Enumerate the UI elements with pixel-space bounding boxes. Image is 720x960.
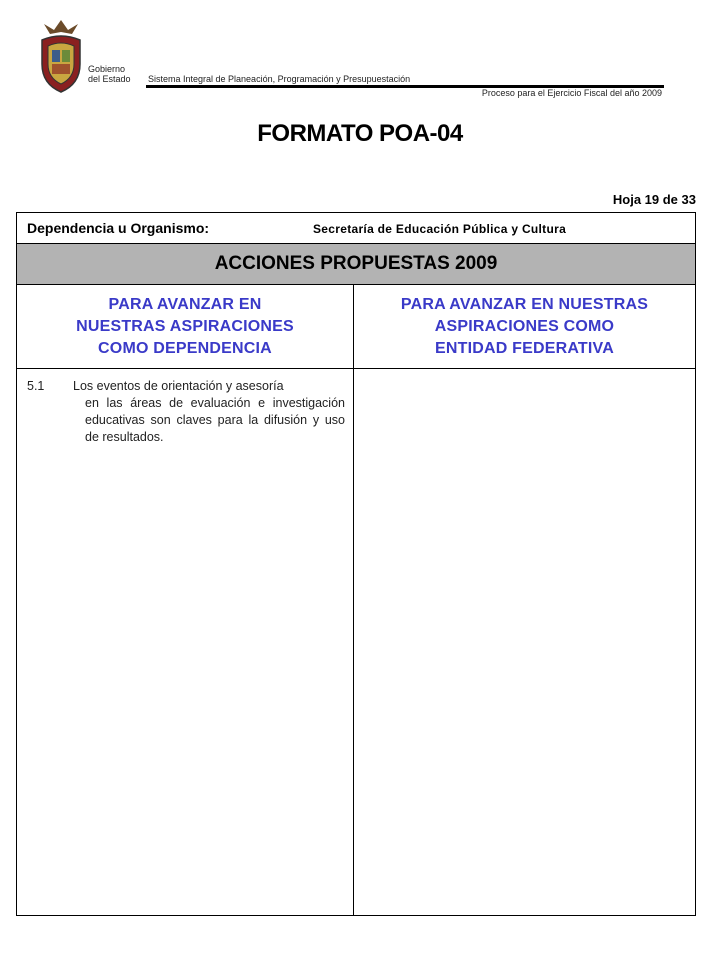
government-label-line1: Gobierno bbox=[88, 64, 126, 74]
government-label-line2: del Estado bbox=[88, 74, 131, 84]
dependency-value: Secretaría de Educación Pública y Cultura bbox=[313, 222, 567, 236]
section-header bbox=[17, 244, 695, 285]
action-item-number: 5.1 bbox=[27, 379, 45, 393]
government-label bbox=[88, 64, 131, 84]
column-state-header-line3: ENTIDAD FEDERATIVA bbox=[434, 339, 614, 357]
form-table bbox=[16, 212, 696, 916]
column-dependency-header-line3: COMO DEPENDENCIA bbox=[98, 339, 272, 357]
column-dependency-header-line2: NUESTRAS ASPIRACIONES bbox=[76, 317, 294, 335]
column-dependency-header bbox=[17, 285, 353, 369]
page-title: FORMATO POA-04 bbox=[257, 120, 463, 147]
column-state bbox=[354, 285, 695, 915]
column-state-header bbox=[354, 285, 695, 369]
column-state-header-line1: PARA AVANZAR EN NUESTRAS bbox=[400, 295, 649, 313]
section-title: ACCIONES PROPUESTAS 2009 bbox=[214, 253, 498, 274]
dependency-row bbox=[17, 213, 695, 244]
action-item-text: en las áreas de evaluación e investigación educativas son claves para la difusión y uso de resultados. bbox=[85, 396, 345, 444]
dependency-label: Dependencia u Organismo: bbox=[27, 220, 210, 236]
column-dependency-header-line1: PARA AVANZAR EN bbox=[108, 295, 262, 313]
process-label: Proceso para el Ejercicio Fiscal del año 2009 bbox=[481, 88, 662, 98]
system-name: Sistema Integral de Planeación, Programación y Presupuestación bbox=[148, 74, 411, 84]
column-state-header-line2: ASPIRACIONES COMO bbox=[434, 317, 615, 335]
sheet-number: Hoja 19 de 33 bbox=[612, 192, 696, 207]
column-dependency bbox=[17, 285, 354, 915]
action-item-first-line: Los eventos de orientación y asesoría bbox=[73, 379, 284, 393]
state-coat-of-arms-icon bbox=[36, 18, 86, 96]
